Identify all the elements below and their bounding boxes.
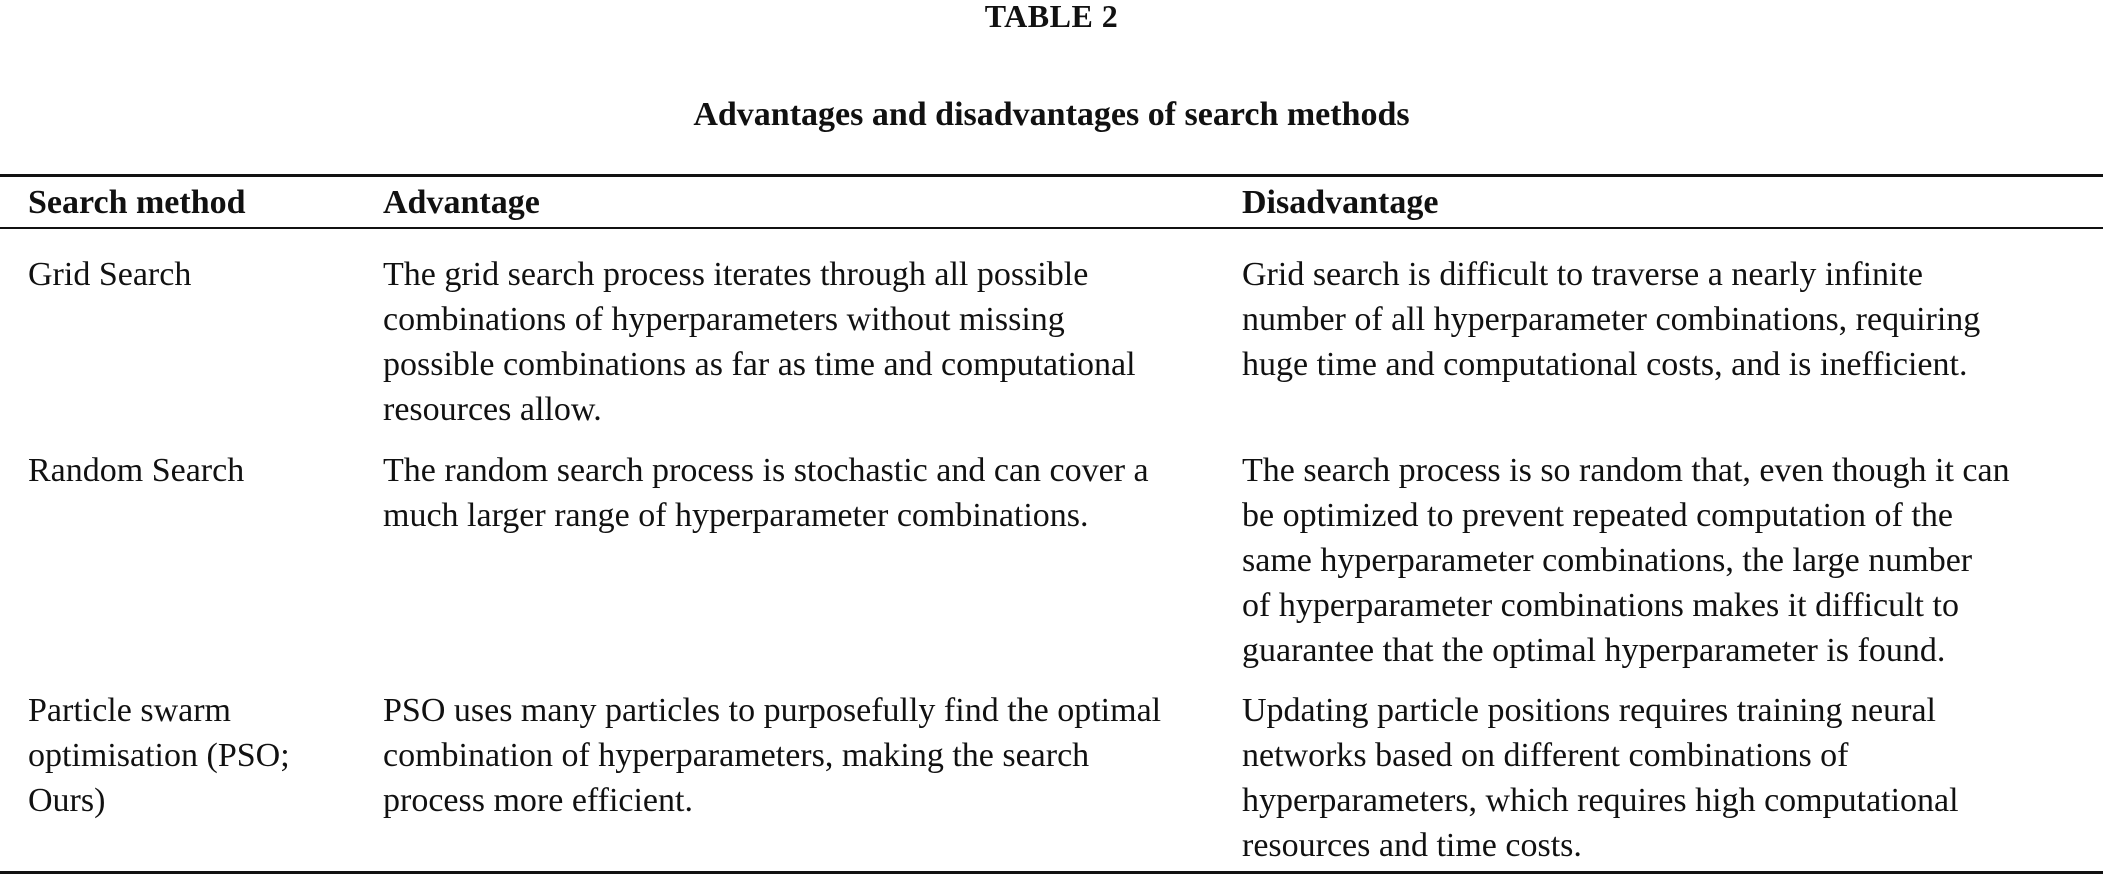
table-label: TABLE 2 bbox=[984, 0, 1119, 34]
header-rule bbox=[0, 227, 2103, 229]
row-grid-search-advantage: The grid search process iterates through all possible combinations of hyperparameters without missing possible combinations as far as time and computational resources allow. bbox=[383, 256, 1136, 428]
table-caption: Advantages and disadvantages of search methods bbox=[693, 96, 1410, 133]
header-search-method: Search method bbox=[28, 184, 246, 221]
header-advantage: Advantage bbox=[383, 184, 540, 221]
row-grid-search-disadvantage: Grid search is difficult to traverse a nearly infinite number of all hyperparameter combinations, requiring huge time and computational costs, and is inefficient. bbox=[1242, 256, 1981, 383]
row-random-search-disadvantage: The search process is so random that, even though it can be optimized to prevent repeated computation of the same hyperparameter combinations, the large number of hyperparameter combinations makes it difficult to guarantee that the optimal hyperparameter is found. bbox=[1242, 452, 2010, 669]
row-random-search-method: Random Search bbox=[28, 452, 245, 489]
row-pso-disadvantage: Updating particle positions requires training neural networks based on different combinations of hyperparameters, which requires high computational resources and time costs. bbox=[1242, 692, 1959, 864]
row-pso-advantage: PSO uses many particles to purposefully find the optimal combination of hyperparameters, making the search process more efficient. bbox=[383, 692, 1162, 819]
row-random-search-advantage: The random search process is stochastic and can cover a much larger range of hyperparameter combinations. bbox=[383, 452, 1149, 534]
header-disadvantage: Disadvantage bbox=[1242, 184, 1439, 221]
row-grid-search-method: Grid Search bbox=[28, 256, 192, 293]
row-pso-method: Particle swarm optimisation (PSO; Ours) bbox=[28, 692, 290, 819]
bottom-rule bbox=[0, 871, 2103, 874]
top-rule bbox=[0, 174, 2103, 177]
